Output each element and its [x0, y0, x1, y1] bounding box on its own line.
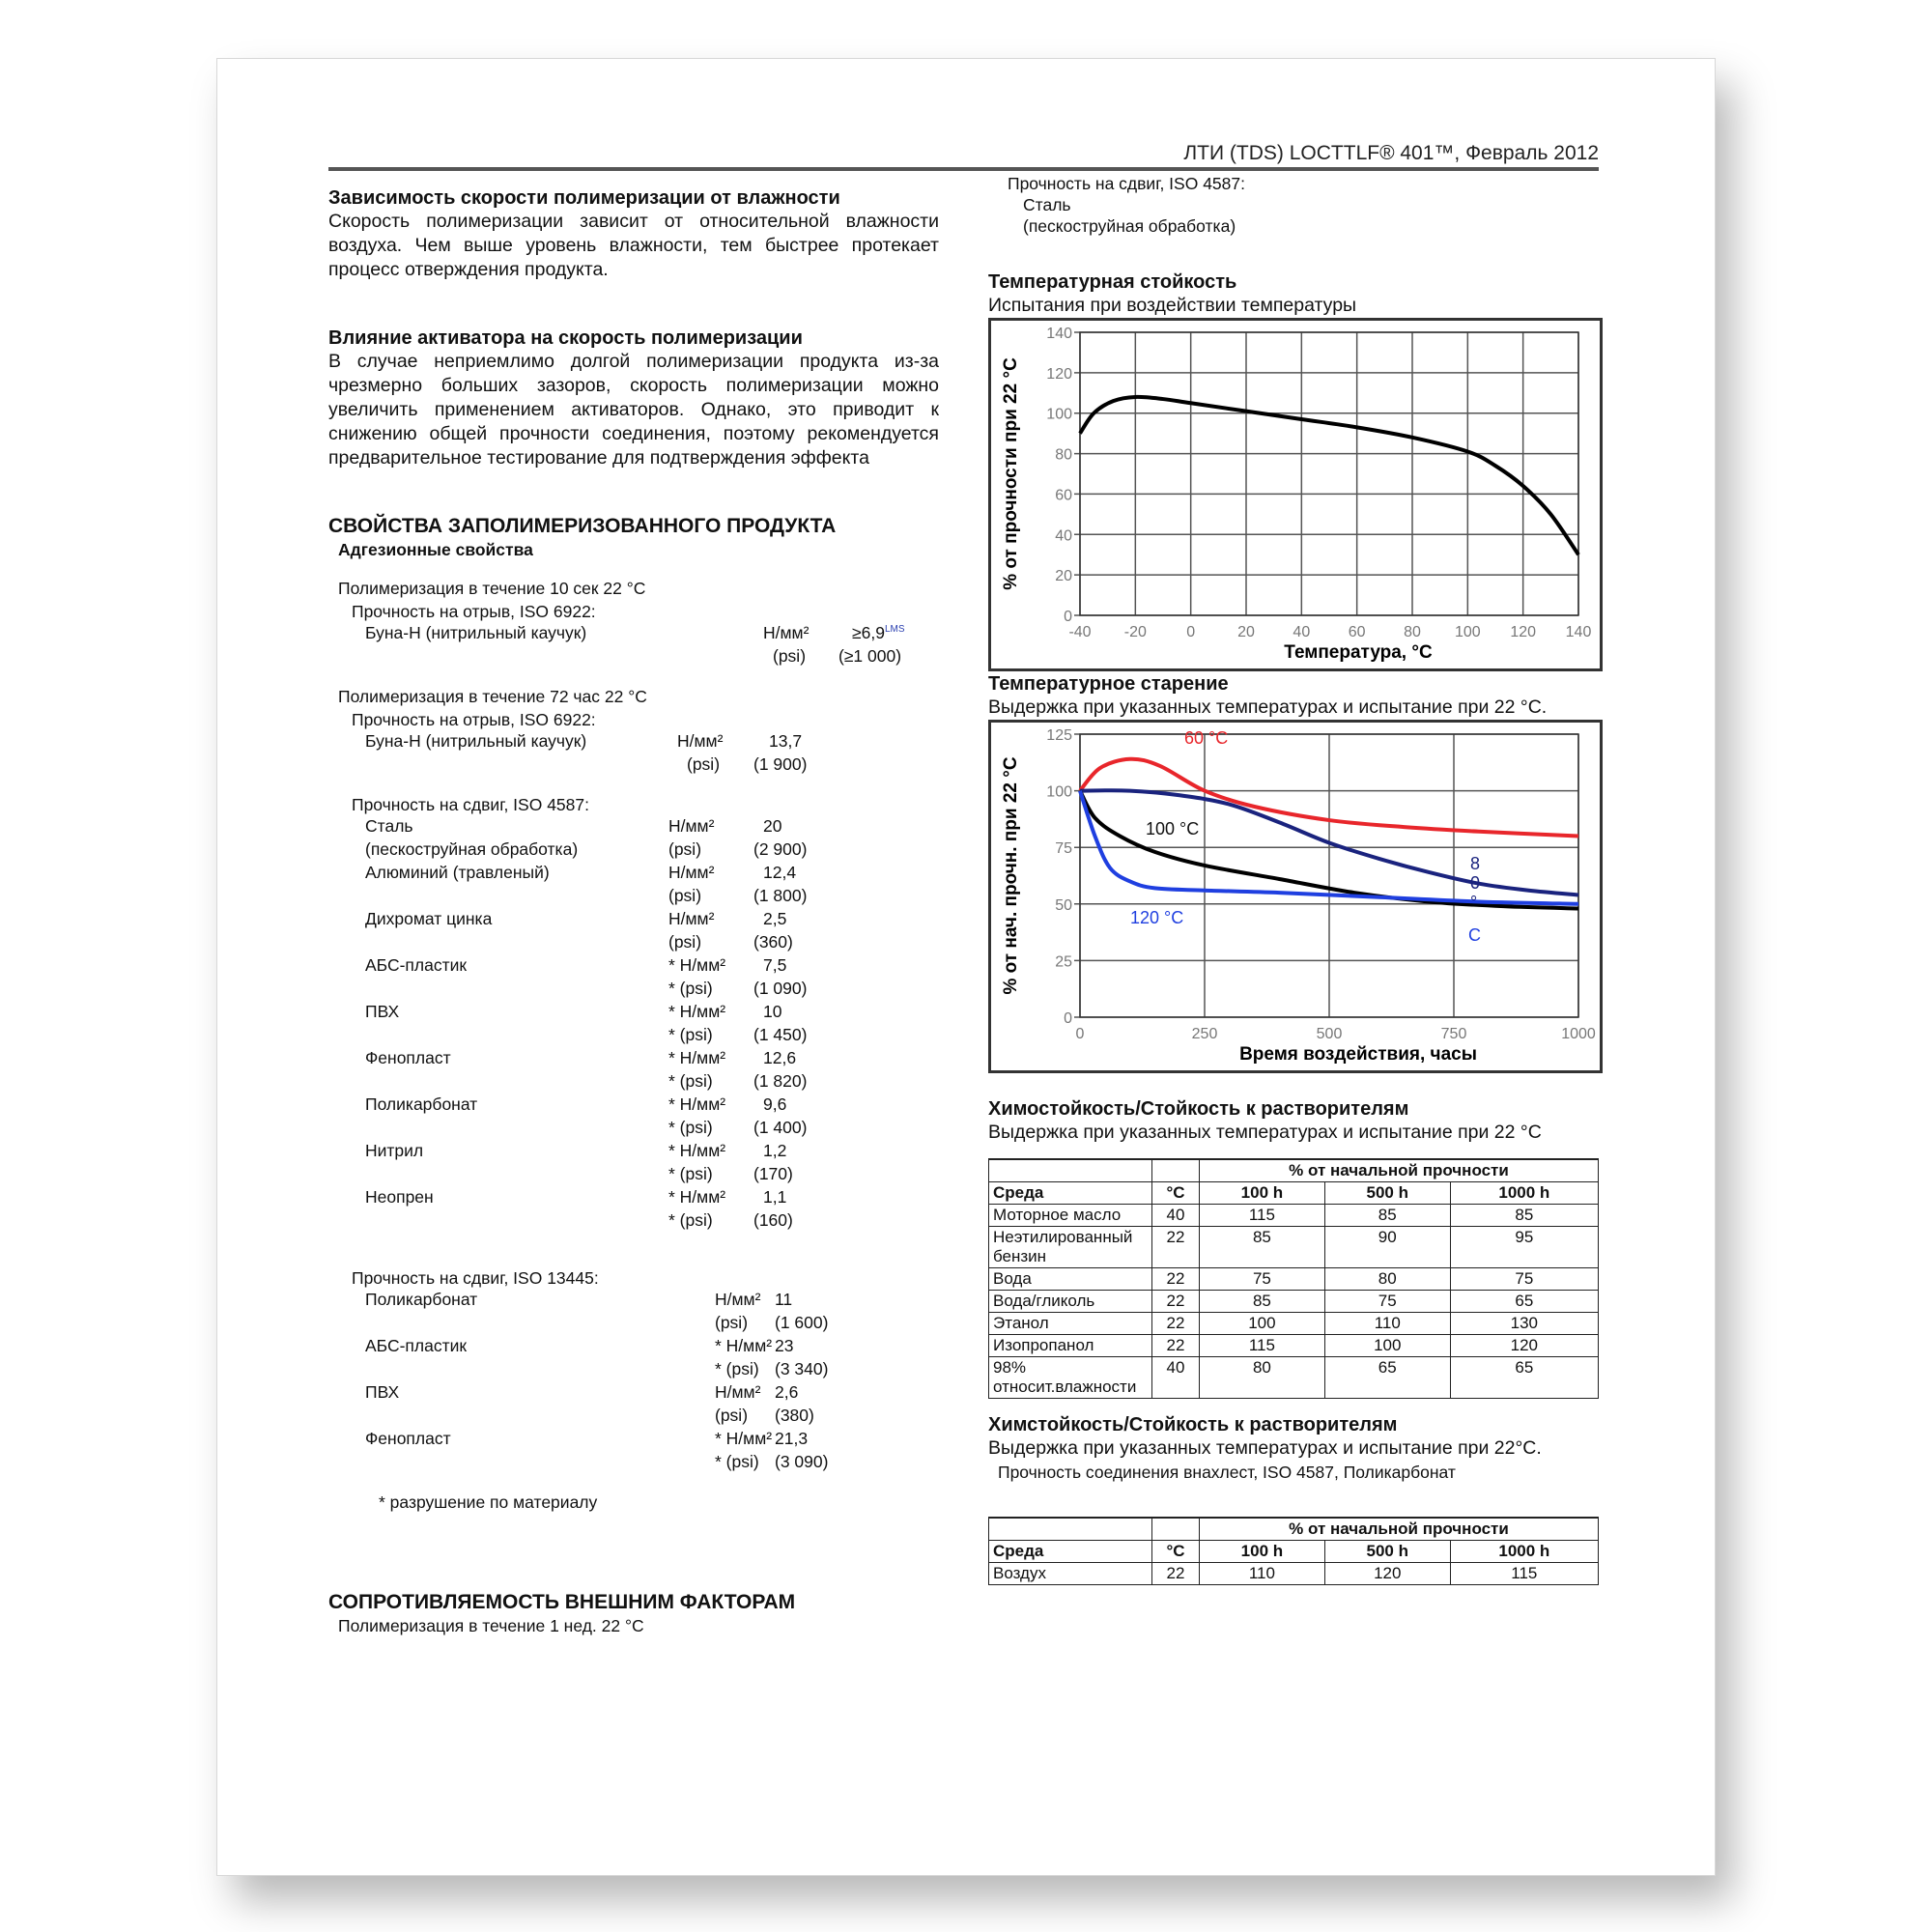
- activator-title: Влияние активатора на скорость полимеризации: [328, 327, 803, 349]
- humidity-title: Зависимость скорости полимеризации от влажности: [328, 187, 840, 209]
- table-row: [989, 1205, 1599, 1227]
- property-row: [328, 1002, 939, 1025]
- table-header: 500 h: [1324, 1182, 1450, 1205]
- rt-line1: Прочность на сдвиг, ISO 4587:: [1008, 174, 1245, 193]
- x-tick-label: 60: [1348, 624, 1366, 640]
- cured-title: СВОЙСТВА ЗАПОЛИМЕРИЗОВАННОГО ПРОДУКТА: [328, 515, 837, 537]
- material-name: Поликарбонат: [365, 1094, 478, 1114]
- chem1-title: Химостойкость/Стойкость к растворителям: [988, 1098, 1409, 1120]
- temp-age-subtitle: Выдержка при указанных температурах и испытание при 22 °С.: [988, 696, 1548, 718]
- property-row-psi: [328, 932, 939, 955]
- table-cell: 22: [1152, 1227, 1200, 1268]
- table-cell: 65: [1450, 1291, 1598, 1313]
- buna2-unit: Н/мм²: [677, 731, 724, 751]
- value-nmm: 12,6: [763, 1048, 797, 1067]
- table-cell: 95: [1450, 1227, 1598, 1268]
- buna2-row: [328, 731, 939, 754]
- x-tick-label: -20: [1123, 624, 1147, 640]
- value-psi: (1 400): [753, 1118, 808, 1137]
- x-tick-label: 1000: [1561, 1026, 1596, 1042]
- unit-psi: * (psi): [668, 1025, 713, 1044]
- table-cell: Изопропанол: [989, 1335, 1152, 1357]
- unit-nmm: Н/мм²: [668, 909, 715, 928]
- buna1-unit2: (psi): [773, 646, 807, 666]
- x-tick-label: 750: [1440, 1026, 1467, 1042]
- buna2-unit2: (psi): [687, 754, 721, 774]
- table-cell: Этанол: [989, 1313, 1152, 1335]
- temp-aging-svg: [991, 723, 1600, 1070]
- value-nmm: 20: [763, 816, 782, 836]
- temp-resistance-chart: [988, 318, 1603, 671]
- activator-text: В случае неприемлимо долгой полимеризации продукта из-за чрезмерно больших зазоров, скорость полимеризации можно увеличить применением активаторов. Однако, это приводит к снижению общей прочности соединения, поэтому рекомендуется предварительное тестирование для подтверждения эффекта: [328, 351, 939, 469]
- table-cell: 120: [1450, 1335, 1598, 1357]
- series-label-l80b: 0: [1470, 873, 1481, 893]
- table-cell: 110: [1324, 1313, 1450, 1335]
- unit-nmm: * Н/мм²: [715, 1336, 773, 1355]
- buna1-unit: Н/мм²: [763, 623, 810, 642]
- unit-psi: (psi): [715, 1406, 749, 1425]
- table-cell: 22: [1152, 1268, 1200, 1291]
- table-cell: 120: [1324, 1563, 1450, 1585]
- table-cell: 85: [1324, 1205, 1450, 1227]
- shear-list: [328, 816, 939, 1234]
- x-tick-label: 80: [1404, 624, 1421, 640]
- unit-nmm: * Н/мм²: [668, 1141, 726, 1160]
- y-tick-label: 80: [1055, 446, 1072, 464]
- table-header: 100 h: [1199, 1182, 1324, 1205]
- property-row-psi: [328, 1164, 939, 1187]
- table-cell: 85: [1450, 1205, 1598, 1227]
- unit-nmm: * Н/мм²: [668, 1187, 726, 1207]
- property-row-psi: [328, 886, 939, 909]
- x-tick-label: 20: [1237, 624, 1255, 640]
- unit-psi: * (psi): [715, 1452, 759, 1471]
- table-row: [989, 1313, 1599, 1335]
- x-tick-label: 0: [1186, 624, 1196, 640]
- table-cell: 100: [1199, 1313, 1324, 1335]
- property-row: [328, 909, 939, 932]
- table-cell: 22: [1152, 1335, 1200, 1357]
- unit-nmm: Н/мм²: [668, 816, 715, 836]
- property-row-psi: [328, 1118, 939, 1141]
- property-row: [328, 1336, 939, 1359]
- table-group-header: % от начальной прочности: [1199, 1518, 1598, 1541]
- unit-psi: * (psi): [668, 1071, 713, 1091]
- x-tick-label: 100: [1454, 624, 1481, 640]
- table-cell: 75: [1450, 1268, 1598, 1291]
- material-name: АБС-пластик: [365, 955, 468, 975]
- y-tick-label: 40: [1055, 527, 1072, 545]
- table-row: [989, 1335, 1599, 1357]
- y-axis-label: % от нач. прочн. при 22 °С: [1001, 756, 1021, 995]
- unit-nmm: * Н/мм²: [668, 1094, 726, 1114]
- chem1-table: [988, 1158, 1599, 1399]
- right-column: [988, 173, 1599, 1585]
- table-cell: 22: [1152, 1313, 1200, 1335]
- y-tick-label: 20: [1055, 568, 1072, 585]
- page-header: ЛТИ (TDS) LOCTTLF® 401™, Февраль 2012: [1183, 142, 1599, 164]
- table-cell: 100: [1324, 1335, 1450, 1357]
- table-header: 1000 h: [1450, 1182, 1598, 1205]
- property-row: [328, 816, 939, 839]
- chem2-title: Химстойкость/Стойкость к растворителям: [988, 1414, 1398, 1435]
- y-tick-label: 25: [1055, 953, 1072, 971]
- property-row-psi: [328, 1071, 939, 1094]
- header-rule: [328, 167, 1599, 171]
- y-tick-label: 125: [1046, 727, 1072, 744]
- table-blank: [1152, 1159, 1200, 1182]
- chem2-subtitle: Выдержка при указанных температурах и испытание при 22°С.: [988, 1437, 1542, 1459]
- value-psi: (380): [775, 1406, 814, 1425]
- shear2-text: Прочность на сдвиг, ISO 13445:: [352, 1268, 599, 1288]
- property-row: [328, 1290, 939, 1313]
- x-tick-label: 500: [1316, 1026, 1343, 1042]
- material-name: ПВХ: [365, 1002, 400, 1021]
- table-header: °С: [1152, 1541, 1200, 1563]
- value-nmm: 23: [775, 1336, 794, 1355]
- table-row: [989, 1563, 1599, 1585]
- x-tick-label: 140: [1565, 624, 1592, 640]
- table-cell: Вода: [989, 1268, 1152, 1291]
- value-nmm: 1,2: [763, 1141, 787, 1160]
- table-cell: 80: [1324, 1268, 1450, 1291]
- value-psi: (3 090): [775, 1452, 829, 1471]
- y-tick-label: 75: [1055, 840, 1072, 858]
- property-row: [328, 1141, 939, 1164]
- y-tick-label: 100: [1046, 406, 1072, 423]
- x-tick-label: 120: [1510, 624, 1537, 640]
- table-cell: 75: [1199, 1268, 1324, 1291]
- humidity-text: Скорость полимеризации зависит от относительной влажности воздуха. Чем выше уровень влажности, тем быстрее протекает процесс отверждения продукта.: [328, 211, 939, 280]
- table-cell: 40: [1152, 1357, 1200, 1399]
- table-header: 100 h: [1199, 1541, 1324, 1563]
- property-row: [328, 1429, 939, 1452]
- env-cure: Полимеризация в течение 1 нед. 22 °С: [338, 1616, 644, 1635]
- left-column: [328, 187, 939, 1637]
- cure1-text: Полимеризация в течение 10 сек 22 °С: [338, 579, 646, 598]
- material-name: Фенопласт: [365, 1048, 451, 1067]
- rt-line3: (пескоструйная обработка): [1023, 216, 1236, 236]
- value-nmm: 2,5: [763, 909, 787, 928]
- table-row: [989, 1268, 1599, 1291]
- x-tick-label: 0: [1075, 1026, 1085, 1042]
- unit-nmm: * Н/мм²: [668, 1048, 726, 1067]
- y-tick-label: 120: [1046, 365, 1072, 383]
- plot-frame: [1080, 332, 1578, 615]
- buna1-lms: LMS: [884, 624, 905, 636]
- table-header: Среда: [989, 1182, 1152, 1205]
- buna1-row: [328, 623, 939, 646]
- unit-nmm: Н/мм²: [668, 863, 715, 882]
- cured-subtitle: Адгезионные свойства: [338, 540, 533, 559]
- value-psi: (1 450): [753, 1025, 808, 1044]
- temp-res-title: Температурная стойкость: [988, 271, 1237, 293]
- x-tick-label: 250: [1191, 1026, 1218, 1042]
- temp-res-subtitle: Испытания при воздействии температуры: [988, 295, 1357, 316]
- material-name: Нитрил: [365, 1141, 424, 1160]
- property-row: [328, 1187, 939, 1210]
- table-cell: 40: [1152, 1205, 1200, 1227]
- table-cell: 130: [1450, 1313, 1598, 1335]
- table-cell: 75: [1324, 1291, 1450, 1313]
- y-tick-label: 100: [1046, 783, 1072, 801]
- series-label-l60: 60 °С: [1184, 728, 1229, 748]
- table-cell: 85: [1199, 1227, 1324, 1268]
- table-cell: 65: [1324, 1357, 1450, 1399]
- material-name: АБС-пластик: [365, 1336, 468, 1355]
- unit-nmm: * Н/мм²: [715, 1429, 773, 1448]
- temp-resistance-svg: [991, 321, 1600, 668]
- series-label-l80c: °: [1470, 893, 1478, 912]
- series-label-l80d: С: [1468, 925, 1481, 945]
- unit-psi: * (psi): [668, 979, 713, 998]
- unit-nmm: Н/мм²: [715, 1382, 761, 1402]
- unit-psi: (psi): [668, 932, 702, 952]
- buna1-name: Буна-Н (нитрильный каучук): [365, 623, 587, 642]
- unit-psi: (psi): [668, 886, 702, 905]
- table-header: 500 h: [1324, 1541, 1450, 1563]
- table-blank: [989, 1518, 1152, 1541]
- cure2-text: Полимеризация в течение 72 час 22 °С: [338, 687, 647, 706]
- y-tick-label: 0: [1064, 1010, 1072, 1027]
- property-row-psi: [328, 1452, 939, 1475]
- buna2-value: 13,7: [769, 731, 803, 751]
- unit-psi: * (psi): [668, 1210, 713, 1230]
- value-psi: (3 340): [775, 1359, 829, 1378]
- value-psi: (1 800): [753, 886, 808, 905]
- material-name: Алюминий (травленый): [365, 863, 550, 882]
- shear1-text: Прочность на сдвиг, ISO 4587:: [352, 795, 589, 814]
- value-psi: (360): [753, 932, 793, 952]
- material-name: Дихромат цинка: [365, 909, 493, 928]
- x-axis-label: Время воздействия, часы: [1239, 1044, 1477, 1065]
- buna1-row2: [328, 646, 939, 669]
- value-nmm: 2,6: [775, 1382, 799, 1402]
- unit-psi: * (psi): [668, 1164, 713, 1183]
- value-nmm: 7,5: [763, 955, 787, 975]
- unit-nmm: * Н/мм²: [668, 1002, 726, 1021]
- table-row: [989, 1291, 1599, 1313]
- buna1-value-text: ≥6,9: [852, 623, 885, 642]
- buna1-value: [852, 623, 905, 643]
- table-cell: Неэтилированный бензин: [989, 1227, 1152, 1268]
- property-row-psi: [328, 1025, 939, 1048]
- property-row: [328, 1094, 939, 1118]
- property-row: [328, 863, 939, 886]
- material-name: ПВХ: [365, 1382, 400, 1402]
- value-psi: (1 820): [753, 1071, 808, 1091]
- table-cell: Вода/гликоль: [989, 1291, 1152, 1313]
- table-group-header: % от начальной прочности: [1199, 1159, 1598, 1182]
- value-psi: (160): [753, 1210, 793, 1230]
- value-psi: (1 600): [775, 1313, 829, 1332]
- temp-aging-chart: [988, 720, 1603, 1073]
- x-axis-label: Температура, °С: [1284, 642, 1433, 663]
- table-blank: [1152, 1518, 1200, 1541]
- tensile1-text: Прочность на отрыв, ISO 6922:: [352, 602, 596, 621]
- tensile2-text: Прочность на отрыв, ISO 6922:: [352, 710, 596, 729]
- unit-nmm: Н/мм²: [715, 1290, 761, 1309]
- document-page: [216, 58, 1716, 1876]
- table-header: Среда: [989, 1541, 1152, 1563]
- value-nmm: 12,4: [763, 863, 797, 882]
- table-cell: 98% относит.влажности: [989, 1357, 1152, 1399]
- property-row: [328, 1048, 939, 1071]
- y-tick-label: 140: [1046, 326, 1072, 342]
- property-row-psi: [328, 1313, 939, 1336]
- value-nmm: 9,6: [763, 1094, 787, 1114]
- value-psi: (1 090): [753, 979, 808, 998]
- table-cell: 115: [1199, 1335, 1324, 1357]
- table-cell: 85: [1199, 1291, 1324, 1313]
- property-row-psi: [328, 979, 939, 1002]
- table-cell: 65: [1450, 1357, 1598, 1399]
- series-label-l120: 120 °С: [1130, 908, 1184, 927]
- series-label-l80a: 8: [1470, 854, 1481, 873]
- table-cell: Моторное масло: [989, 1205, 1152, 1227]
- value-nmm: 1,1: [763, 1187, 787, 1207]
- property-row-psi: [328, 1359, 939, 1382]
- table-cell: 22: [1152, 1563, 1200, 1585]
- chem2-note: Прочность соединения внахлест, ISO 4587, Поликарбонат: [998, 1463, 1456, 1482]
- table-cell: 80: [1199, 1357, 1324, 1399]
- table-cell: 110: [1199, 1563, 1324, 1585]
- unit-nmm: * Н/мм²: [668, 955, 726, 975]
- series-line-0: [1080, 397, 1578, 554]
- unit-psi: (psi): [668, 839, 702, 859]
- material-name: Неопрен: [365, 1187, 434, 1207]
- x-tick-label: -40: [1068, 624, 1092, 640]
- buna2-value2: (1 900): [753, 754, 808, 774]
- chem1-subtitle: Выдержка при указанных температурах и испытание при 22 °С: [988, 1122, 1542, 1143]
- value-psi: (170): [753, 1164, 793, 1183]
- table-cell: 115: [1199, 1205, 1324, 1227]
- property-row-psi: [328, 1406, 939, 1429]
- table-cell: 90: [1324, 1227, 1450, 1268]
- property-row: [328, 955, 939, 979]
- table-row: [989, 1357, 1599, 1399]
- value-nmm: 21,3: [775, 1429, 809, 1448]
- buna2-row2: [328, 754, 939, 778]
- y-axis-label: % от прочности при 22 °С: [1001, 357, 1021, 590]
- value-nmm: 11: [775, 1290, 793, 1309]
- material-name: Сталь: [365, 816, 413, 836]
- x-tick-label: 40: [1293, 624, 1311, 640]
- table-header: 1000 h: [1450, 1541, 1598, 1563]
- value-psi: (2 900): [753, 839, 808, 859]
- unit-psi: (psi): [715, 1313, 749, 1332]
- material-name: Фенопласт: [365, 1429, 451, 1448]
- value-nmm: 10: [763, 1002, 782, 1021]
- footnote: * разрушение по материалу: [379, 1492, 598, 1512]
- rt-line2: Сталь: [1023, 195, 1071, 214]
- buna2-name: Буна-Н (нитрильный каучук): [365, 731, 587, 751]
- env-title: СОПРОТИВЛЯЕМОСТЬ ВНЕШНИМ ФАКТОРАМ: [328, 1591, 796, 1613]
- temp-age-title: Температурное старение: [988, 673, 1229, 695]
- property-row: [328, 1382, 939, 1406]
- table-row: [989, 1227, 1599, 1268]
- series-label-l100: 100 °С: [1146, 819, 1200, 838]
- table-header: °С: [1152, 1182, 1200, 1205]
- unit-psi: * (psi): [715, 1359, 759, 1378]
- unit-psi: * (psi): [668, 1118, 713, 1137]
- y-tick-label: 60: [1055, 487, 1072, 504]
- property-row-psi: [328, 1210, 939, 1234]
- table-cell: 115: [1450, 1563, 1598, 1585]
- y-tick-label: 0: [1064, 609, 1072, 625]
- y-tick-label: 50: [1055, 896, 1072, 914]
- chem2-table: [988, 1517, 1599, 1585]
- shear2-list: [328, 1290, 939, 1475]
- property-row-psi: [328, 839, 939, 863]
- table-cell: 22: [1152, 1291, 1200, 1313]
- material-name: Поликарбонат: [365, 1290, 478, 1309]
- buna1-value2: (≥1 000): [838, 646, 902, 666]
- material-sub: (пескоструйная обработка): [365, 839, 579, 859]
- table-blank: [989, 1159, 1152, 1182]
- table-cell: Воздух: [989, 1563, 1152, 1585]
